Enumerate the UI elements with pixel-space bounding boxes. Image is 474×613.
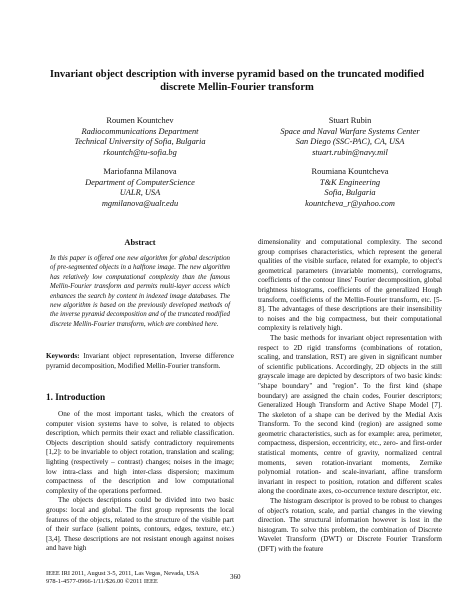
author-block-3 <box>46 167 234 209</box>
paragraph: The objects descriptions could be divided into two basic groups: local and global. The first group represents the local features of the objects, related to the structure of the visible part of their surface (salient points, contours, edges, texture, etc.) [3,4]. These descriptions are not resistant enough against noises and have high <box>46 496 234 553</box>
author-affiliation: San Diego (SSC-PAC), CA, USA <box>295 137 405 147</box>
author-email: kountcheva_r@yahoo.com <box>305 198 395 208</box>
paper-title: Invariant object description with inverse pyramid based on the truncated modified discrete Mellin-Fourier transform <box>49 69 425 93</box>
paragraph: The histogram descriptor is proved to be robust to changes of object's rotation, scale, and partial changes in the viewing direction. The structural information however is lost in the histogram. To solve this problem, the combination of Discrete Wavelet Transform (DWT) or Discrete Fourier Transform (DFT) with the feature <box>258 497 442 553</box>
author-email: mgmilanova@ualr.edu <box>101 198 179 208</box>
abstract-heading: Abstract <box>124 238 156 247</box>
paragraph: One of the most important tasks, which the creators of computer vision systems have to solve, is related to objects description, which permits their exact and reliable classification. Objects description should satisfy contradictory requirements [1,2]: to be invariable to object rotation, translation and scaling; lighting (respectively – contrast) changes; noises in the image; low intra-class and high inter-class dispersion; maximum compactness of the description and low computational complexity of the operations performed. <box>46 410 234 495</box>
section-heading-introduction: 1. Introduction <box>46 392 106 402</box>
author-affiliation: T&K Engineering <box>319 177 381 187</box>
left-column-body <box>46 410 234 554</box>
abstract-text: In this paper is offered one new algorithm for global description of pre-segmented objects in a halftone image. The new algorithm has relatively low computational complexity than the famous Mellin-Fourier transform and permits multi-layer access which enhances the search by content in indexed image databases. The new algorithm is based on the previously developed methods of the inverse pyramid decomposition and of the truncated modified discrete Mellin-Fourier transform, which are combined here. <box>50 255 230 328</box>
author-affiliation: Radiocommunications Department <box>81 126 199 136</box>
paragraph: The basic methods for invariant object representation with respect to 2D rigid transforms (combinations of rotation, scaling, and translation, RST) are given in significant number of scientific publications. Accordingly, 2D objects in the still grayscale image are depicted by descriptors of two basic kinds: "shape boundary" and "region". To the first kind (shape boundary) are assigned the chain codes, Fourier descriptors; Generalized Hough Transform and Active Shape Model [7]. The skeleton of a shape can be derived by the Medial Axis Transform. To the second kind (region) are assigned some geometric characteristics, such as for example: area, perimeter, compactness, dispersion, eccentricity, etc., zero- and first-order statistical moments, centre of gravity, normalized central moments, seven rotation-invariant moments, Zernike polynomial rotation- and scale-invariant, affine transform invariant in respect to position, rotation and different scales along the coordinate axes, co-occurrence texture descriptor, etc. <box>258 333 442 496</box>
paragraph: dimensionality and computational complexity. The second group comprises characteristics, which represent the general qualities of the visible surface, related for example, to object's geometrical parameters (invariable moments), correlograms, coefficients of the contour lines' Fourier decomposition, global brightness histograms, coefficients of the generalized Hough transform, coefficients of the Mellin-Fourier transform, etc. [5-8]. The advantages of these descriptions are their insensibility to noises and the big compactness, but their computational complexity is relatively high. <box>258 238 442 333</box>
author-name: Roumiana Kountcheva <box>311 167 389 176</box>
author-affiliation: UALR, USA <box>119 188 161 198</box>
author-email: rkountch@tu-sofia.bg <box>103 147 177 157</box>
footer-isbn-line: 978-1-4577-0966-1/11/$26.00 ©2011 IEEE <box>46 578 158 586</box>
author-block-1 <box>46 116 234 158</box>
author-email: stuart.rubin@navy.mil <box>312 147 388 157</box>
author-name: Roumen Kountchev <box>106 116 174 125</box>
page-number: 360 <box>230 573 241 581</box>
keywords <box>46 352 234 371</box>
author-affiliation: Department of ComputerScience <box>85 177 195 187</box>
footer-conference-line: IEEE IRI 2011, August 3-5, 2011, Las Vegas, Nevada, USA <box>46 570 200 577</box>
author-affiliation: Technical University of Sofia, Bulgaria <box>74 137 206 147</box>
author-name: Stuart Rubin <box>328 116 372 125</box>
right-column-body <box>258 238 442 555</box>
author-block-4 <box>258 167 442 209</box>
author-name: Mariofanna Milanova <box>103 167 177 176</box>
author-block-2 <box>258 116 442 158</box>
keywords-text: Invariant object representation, Inverse difference pyramid decomposition, Modified Mellin-Fourier transform. <box>46 352 234 370</box>
author-affiliation: Sofia, Bulgaria <box>324 188 376 198</box>
conference-footer <box>46 570 199 587</box>
author-affiliation: Space and Naval Warfare Systems Center <box>280 126 420 136</box>
keywords-label: Keywords: <box>46 352 80 360</box>
